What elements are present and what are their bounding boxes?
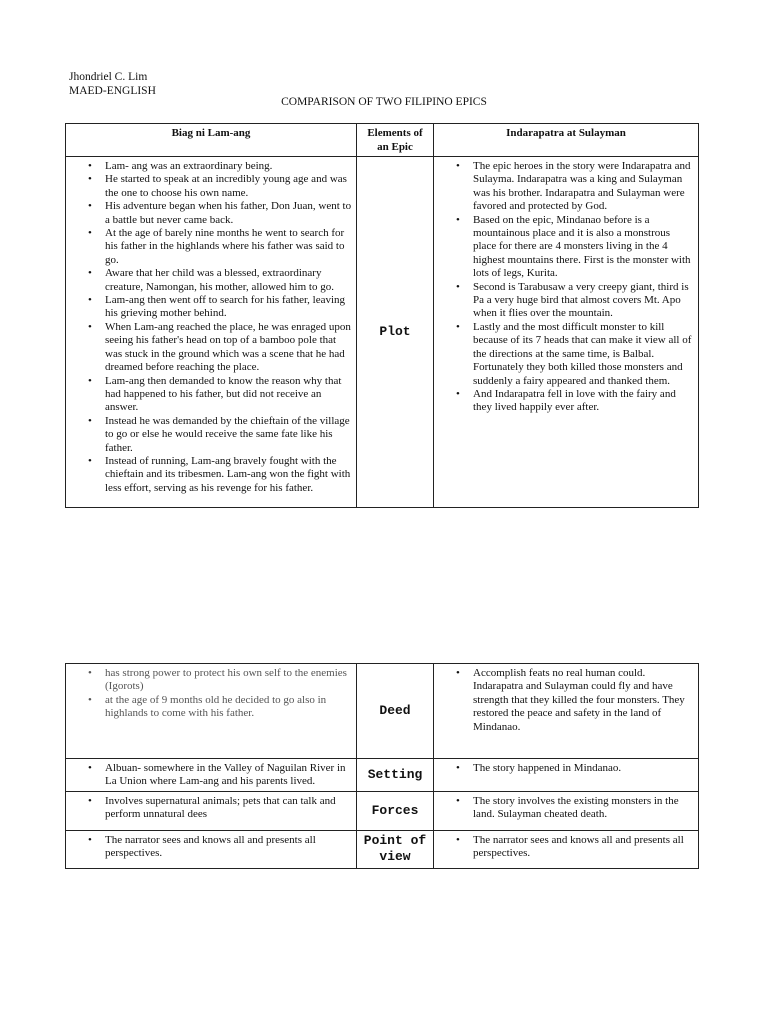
setting-right-cell: [434, 759, 699, 792]
bullet-item: • at the age of 9 months old he decided to go also in highlands to come with his father.: [105, 694, 352, 721]
elements-table: [65, 663, 699, 869]
setting-right-list: [434, 759, 698, 777]
forces-right-list: [434, 792, 698, 824]
bullet-item: • Instead of running, Lam-ang bravely fought with the chieftain and its tribesmen. Lam-ang won the fight with less effort, serving as his revenge for his father.: [105, 455, 352, 495]
bullet-item: • The story happened in Mindanao.: [473, 762, 694, 775]
bullet-item: • At the age of barely nine months he went to search for his father in the highlands where his father was said to go.: [105, 227, 352, 267]
bullet-item: • Based on the epic, Mindanao before is a mountainous place and it is also a monstrous place for there are 4 monsters living in the 4 highest mountains there. First is the monster with lots of legs, Kurita.: [473, 214, 694, 281]
plot-right-cell: [434, 157, 699, 508]
author-name: Jhondriel C. Lim: [69, 71, 148, 83]
bullet-item: • Lam-ang then demanded to know the reason why that had happened to his father, but did not receive an answer.: [105, 375, 352, 415]
pov-left-cell: [66, 830, 357, 868]
bullet-item: • The narrator sees and knows all and presents all perspectives.: [473, 834, 694, 861]
pov-right-cell: [434, 830, 699, 868]
header-indarapatra-at-sulayman: Indarapatra at Sulayman: [434, 124, 699, 157]
bullet-item: • Instead he was demanded by the chieftain of the village to go or else he would receive the same fate like his father.: [105, 415, 352, 455]
plot-left-list: [66, 157, 356, 497]
deed-left-cell: [66, 664, 357, 759]
bullet-item: • The narrator sees and knows all and presents all perspectives.: [105, 834, 352, 861]
setting-left-list: [66, 759, 356, 791]
header-elements-of-an-epic: Elements of an Epic: [357, 124, 434, 157]
pov-right-list: [434, 831, 698, 863]
element-point-of-view: Point of view: [357, 830, 434, 868]
bullet-item: • The story involves the existing monsters in the land. Sulayman cheated death.: [473, 795, 694, 822]
bullet-item: • Aware that her child was a blessed, extraordinary creature, Namongan, his mother, allowed him to go.: [105, 267, 352, 294]
deed-right-cell: [434, 664, 699, 759]
bullet-item: • Lam- ang was an extraordinary being.: [105, 160, 352, 173]
element-deed: Deed: [357, 664, 434, 759]
bullet-item: • has strong power to protect his own self to the enemies (Igorots): [105, 667, 352, 694]
bullet-item: • Lastly and the most difficult monster to kill because of its 7 heads that can make it view all of the directions at the same time, is Balbal. Fortunately they both killed those monsters and suddenly a fairy appeared and thanked them.: [473, 321, 694, 388]
bullet-item: • And Indarapatra fell in love with the fairy and they lived happily ever after.: [473, 388, 694, 415]
bullet-item: • Involves supernatural animals; pets that can talk and perform unnatural dees: [105, 795, 352, 822]
document-title: COMPARISON OF TWO FILIPINO EPICS: [281, 96, 487, 108]
deed-right-list: [434, 664, 698, 736]
forces-right-cell: [434, 791, 699, 830]
header-biag-ni-lam-ang: Biag ni Lam-ang: [66, 124, 357, 157]
element-setting: Setting: [357, 759, 434, 792]
element-plot: Plot: [357, 157, 434, 508]
pov-left-list: [66, 831, 356, 863]
forces-left-cell: [66, 791, 357, 830]
plot-table: [65, 123, 699, 508]
bullet-item: • His adventure began when his father, Don Juan, went to a battle but never came back.: [105, 200, 352, 227]
bullet-item: • Second is Tarabusaw a very creepy giant, third is Pa a very huge bird that almost covers Mt. Apo when it flies over the mountain.: [473, 281, 694, 321]
element-forces: Forces: [357, 791, 434, 830]
bullet-item: • When Lam-ang reached the place, he was enraged upon seeing his father's head on top of a bamboo pole that was stuck in the ground which was a scene that he had dreamed before reaching the place.: [105, 321, 352, 375]
deed-left-list: [66, 664, 356, 723]
plot-right-list: [434, 157, 698, 417]
forces-left-list: [66, 792, 356, 824]
setting-left-cell: [66, 759, 357, 792]
author-course: MAED-ENGLISH: [69, 85, 156, 97]
bullet-item: • He started to speak at an incredibly young age and was the one to choose his own name.: [105, 173, 352, 200]
bullet-item: • Albuan- somewhere in the Valley of Naguilan River in La Union where Lam-ang and his parents lived.: [105, 762, 352, 789]
plot-left-cell: [66, 157, 357, 508]
bullet-item: • Accomplish feats no real human could. Indarapatra and Sulayman could fly and have strength that they killed the four monsters. They restored the peace and safety in the land of Mindanao.: [473, 667, 694, 734]
bullet-item: • The epic heroes in the story were Indarapatra and Sulayma. Indarapatra was a king and Sulayman was his brother. Indarapatra and Sulayman were favored and protected by God.: [473, 160, 694, 214]
bullet-item: • Lam-ang then went off to search for his father, leaving his grieving mother behind.: [105, 294, 352, 321]
